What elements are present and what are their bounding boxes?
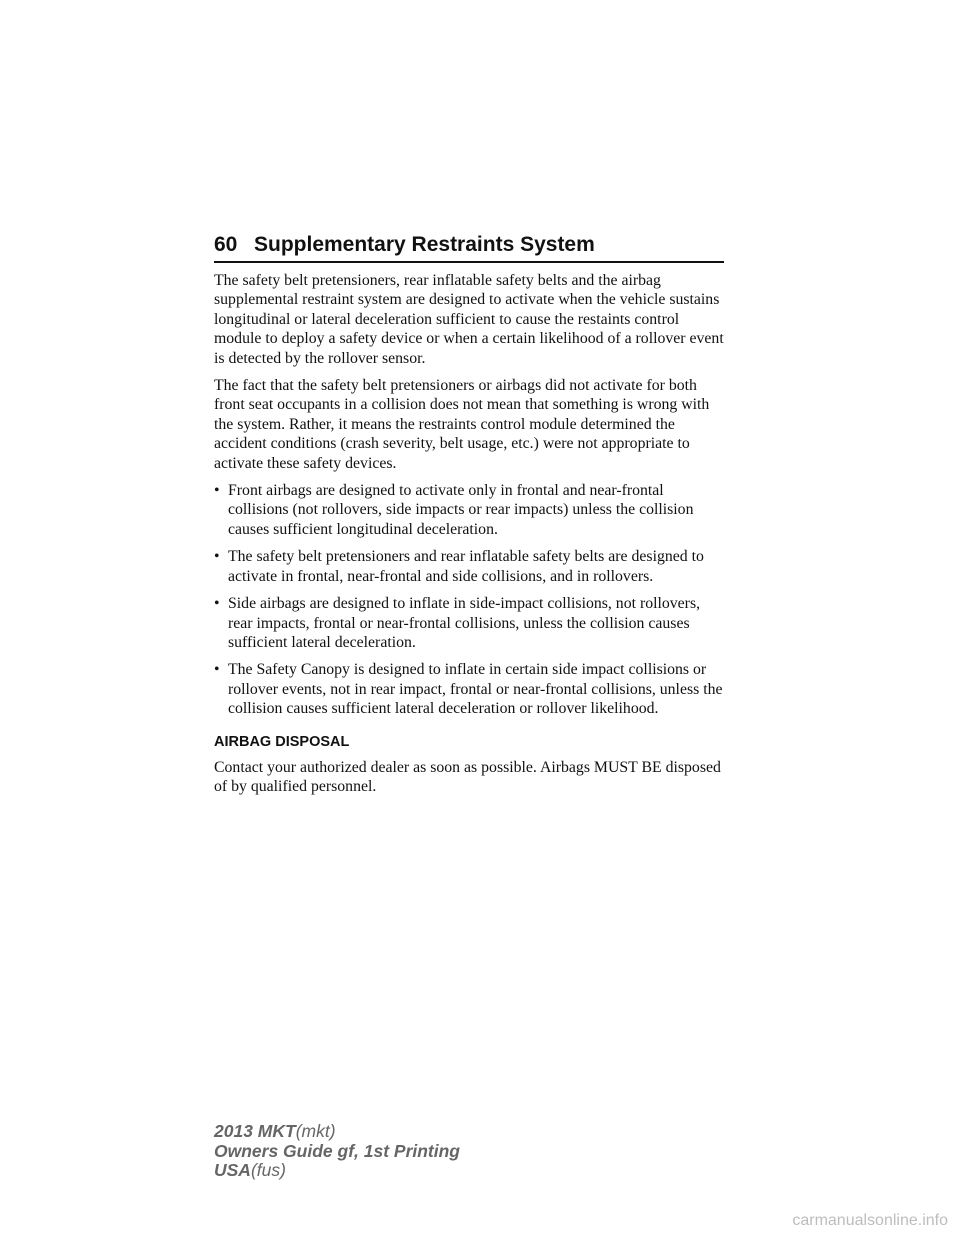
- list-item: [214, 660, 724, 718]
- footer-model-code: (mkt): [295, 1121, 336, 1141]
- section-heading: AIRBAG DISPOSAL: [214, 733, 350, 750]
- list-item-text: The Safety Canopy is designed to inflate in certain side impact collisions or rollover events, not in rear impact, frontal or near-frontal collisions, unless the collision causes sufficient lateral deceleration or rollover likelihood.: [228, 661, 723, 718]
- list-item: [214, 594, 724, 652]
- footer-market-code: (fus): [250, 1160, 286, 1180]
- bullet-icon: •: [214, 595, 220, 613]
- list-item-text: The safety belt pretensioners and rear inflatable safety belts are designed to activate in frontal, near-frontal and side collisions, and in rollovers.: [228, 548, 704, 585]
- paragraph-1: The safety belt pretensioners, rear inflatable safety belts and the airbag supplemental restraint system are designed to activate when the vehicle sustains longitudinal or lateral deceleration sufficient to cause the restaints control module to deploy a safety device or when a certain likelihood of a rollover event is detected by the rollover sensor.: [214, 272, 724, 367]
- bullet-list: [214, 481, 724, 718]
- bullet-icon: •: [214, 548, 220, 566]
- paragraph-2: The fact that the safety belt pretensioners or airbags did not activate for both front seat occupants in a collision does not mean that something is wrong with the system. Rather, it means the restraints control module determined the accident conditions (crash severity, belt usage, etc.) were not appropriate to activate these safety devices.: [214, 377, 710, 472]
- footer-line-3: [214, 1161, 460, 1181]
- footer-market: USA: [214, 1160, 251, 1180]
- list-item-text: Side airbags are designed to inflate in side-impact collisions, not rollovers, rear impacts, frontal or near-frontal collisions, unless the collision causes sufficient lateral deceleration.: [228, 595, 701, 651]
- list-item: [214, 547, 724, 586]
- footer-line-2: Owners Guide gf, 1st Printing: [214, 1140, 460, 1161]
- page-body: [214, 271, 724, 805]
- watermark-text: carmanualsonline.info: [792, 1212, 948, 1229]
- page-number: 60: [214, 233, 238, 256]
- list-item: [214, 481, 724, 539]
- bullet-icon: •: [214, 661, 220, 679]
- section-paragraph: Contact your authorized dealer as soon as possible. Airbags MUST BE disposed of by qualified personnel.: [214, 758, 721, 796]
- footer-model: 2013 MKT: [214, 1121, 296, 1141]
- list-item-text: Front airbags are designed to activate only in frontal and near-frontal collisions (not rollovers, side impacts or rear impacts) unless the collision causes sufficient longitudinal deceleration.: [228, 482, 694, 538]
- page-title: Supplementary Restraints System: [254, 233, 595, 256]
- page-header: [214, 229, 724, 263]
- print-footer: [214, 1122, 460, 1181]
- footer-line-1: [214, 1122, 460, 1142]
- bullet-icon: •: [214, 482, 220, 500]
